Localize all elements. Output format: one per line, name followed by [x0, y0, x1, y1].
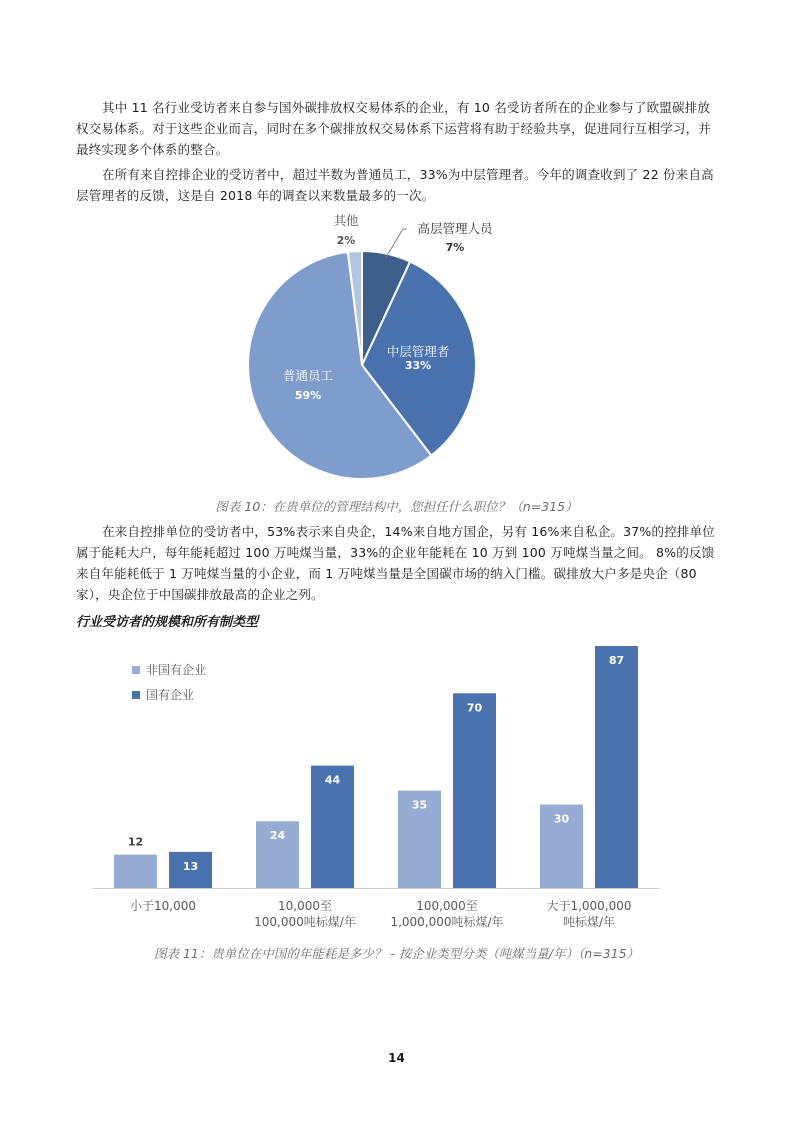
- x-tick-label: 大于1,000,000: [546, 899, 632, 913]
- figure-11-caption: 图表 11：贵单位在中国的年能耗是多少？ - 按企业类型分类（吨煤当量/年）（n=315）: [153, 946, 640, 961]
- bar: [114, 855, 157, 888]
- x-tick-label: 小于10,000: [130, 899, 196, 913]
- bar-value-label: 87: [608, 654, 625, 667]
- legend-swatch: [132, 666, 140, 674]
- paragraph-respondent-roles: 在所有来自控排企业的受访者中，超过半数为普通员工，33%为中层管理者。今年的调查收到了 22 份来自高层管理者的反馈，这是自 2018 年的调查以来数量最多的一次。: [76, 167, 714, 203]
- bar: [595, 646, 638, 888]
- x-tick-label: 100,000至: [416, 899, 478, 913]
- legend-label: 国有企业: [146, 688, 195, 702]
- bar: [453, 693, 496, 888]
- page-number: 14: [388, 1051, 405, 1065]
- legend-label: 非国有企业: [146, 663, 207, 677]
- pie-value-label: 2%: [336, 234, 356, 247]
- bar-value-label: 44: [324, 773, 341, 787]
- bar-value-label: 70: [466, 701, 483, 715]
- x-tick-label: 100,000吨标煤/年: [254, 915, 356, 929]
- pie-slice-label: 普通员工: [282, 368, 334, 383]
- paragraph-ownership-energy: 在来自控排单位的受访者中，53%表示来自央企，14%来自地方国企，另有 16%来自私企。37%的控排单位属于能耗大户，每年能耗超过 100 万吨煤当量，33%的企业年能耗在 10 万到 100 万吨煤当量之间。 8%的反馈来自年能耗低于 1 万吨煤当量的小企业，而 1 万吨煤当量是全国碳市场的纳入门槛。碳排放大户多是央企（80 家），央企位于中国碳排放最高的企业之列。: [76, 524, 716, 602]
- figure-10-caption: 图表 10：在贵单位的管理结构中，您担任什么职位？（n=315）: [215, 499, 578, 514]
- bar-value-label: 24: [269, 829, 286, 843]
- x-tick-label: 吨标煤/年: [562, 915, 616, 929]
- bar-chart-energy-consumption: [80, 630, 680, 940]
- x-tick-label: 1,000,000吨标煤/年: [390, 915, 504, 929]
- pie-slice-label: 中层管理者: [386, 344, 450, 359]
- legend-swatch: [132, 691, 140, 699]
- pie-value-label: 33%: [404, 359, 432, 372]
- x-tick-label: 10,000至: [278, 899, 332, 913]
- pie-value-label: 59%: [294, 389, 322, 402]
- bar-value-label: 35: [411, 798, 428, 812]
- pie-slice-label: 其他: [333, 213, 359, 228]
- pie-chart-management-position: [230, 210, 510, 490]
- section-title: 行业受访者的规模和所有制类型: [76, 615, 259, 630]
- bar-value-label: 12: [127, 835, 144, 849]
- paragraph-ets-participation: 其中 11 名行业受访者来自参与国外碳排放权交易体系的企业，有 10 名受访者所在的企业参与了欧盟碳排放权交易体系。对于这些企业而言，同时在多个碳排放权交易体系下运营将有助于经验共享，促进同行互相学习，并最终实现多个体系的整合。: [76, 100, 712, 157]
- pie-value-label: 7%: [445, 241, 465, 254]
- bar-value-label: 30: [553, 812, 570, 826]
- bar-value-label: 13: [182, 859, 199, 873]
- pie-slice-label: 高层管理人员: [417, 221, 493, 236]
